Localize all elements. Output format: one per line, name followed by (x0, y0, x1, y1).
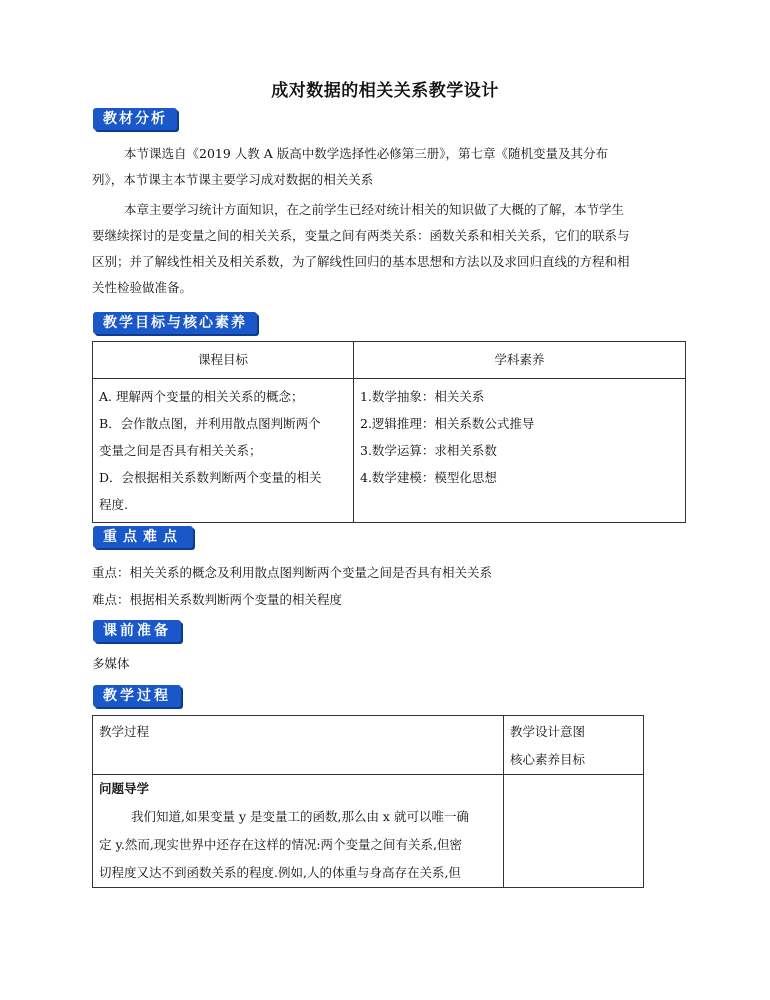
document-title: 成对数据的相关关系教学设计 (271, 81, 499, 101)
process-table (92, 715, 644, 888)
literacy-item: 2.逻辑推理：相关系数公式推导 (360, 416, 535, 431)
section-heading-analysis: 教材分析 (93, 108, 177, 130)
analysis-paragraph-2 (92, 197, 686, 301)
section-heading-prep: 课前准备 (93, 620, 181, 642)
prep-text: 多媒体 (92, 656, 130, 671)
section-heading-process: 教学过程 (93, 685, 181, 707)
text-line: 要继续探讨的是变量之间的相关关系，变量之间有两类关系：函数关系和相关关系，它们的联系与 (92, 228, 630, 243)
section-heading-goals: 教学目标与核心素养 (93, 312, 257, 334)
process-header-left: 教学过程 (93, 716, 504, 775)
design-intent-label: 教学设计意图 (510, 724, 586, 739)
text-line: 切程度又达不到函数关系的程度.例如,人的体重与身高存在关系,但 (99, 865, 461, 880)
difficult-point-text: 难点：根据相关系数判断两个变量的相关程度 (92, 592, 343, 607)
text-line: 列》，本节课主本节课主要学习成对数据的相关关系 (92, 172, 374, 187)
text-line: 本章主要学习统计方面知识，在之前学生已经对统计相关的知识做了大概的了解，本节学生 (124, 202, 625, 217)
goals-table (92, 341, 686, 523)
literacy-item: 1.数学抽象：相关关系 (360, 389, 485, 404)
goal-item: B．会作散点图，并利用散点图判断两个 (99, 416, 321, 431)
key-point-text: 重点：相关关系的概念及利用散点图判断两个变量之间是否具有相关关系 (92, 565, 493, 580)
analysis-paragraph-1 (92, 141, 686, 167)
goal-item: D．会根据相关系数判断两个变量的相关 (99, 470, 322, 485)
subheading-problem-guide: 问题导学 (99, 781, 150, 796)
goals-course-cell (93, 379, 354, 523)
goal-item: A. 理解两个变量的相关关系的概念； (99, 389, 304, 404)
goals-header-course: 课程目标 (93, 342, 354, 379)
goals-header-literacy: 学科素养 (354, 342, 686, 379)
text-line: 本节课选自《2019 人教 A 版高中数学选择性必修第三册》，第七章《随机变量及其分布 (124, 146, 609, 161)
text-line: 区别；并了解线性相关及相关系数，为了解线性回归的基本思想和方法以及求回归直线的方程和相 (92, 254, 630, 269)
core-literacy-label: 核心素养目标 (510, 752, 586, 767)
text-line: 关性检验做准备。 (92, 280, 193, 295)
text-line: 我们知道,如果变量 y 是变量工的函数,那么由 x 就可以唯一确 (131, 809, 469, 824)
literacy-item: 4.数学建模：模型化思想 (360, 470, 497, 485)
text-line: 定 y.然而,现实世界中还存在这样的情况:两个变量之间有关系,但密 (99, 837, 463, 852)
goal-item: 变量之间是否具有相关关系； (99, 443, 262, 458)
process-intent-cell (504, 775, 644, 888)
literacy-item: 3.数学运算：求相关系数 (360, 443, 497, 458)
process-content-cell (93, 775, 504, 888)
goals-literacy-cell (354, 379, 686, 523)
goal-item: 程度. (99, 497, 128, 512)
analysis-paragraph-1-cont (92, 167, 686, 193)
section-heading-key-points: 重点难点 (93, 526, 193, 548)
process-header-right (504, 716, 644, 775)
